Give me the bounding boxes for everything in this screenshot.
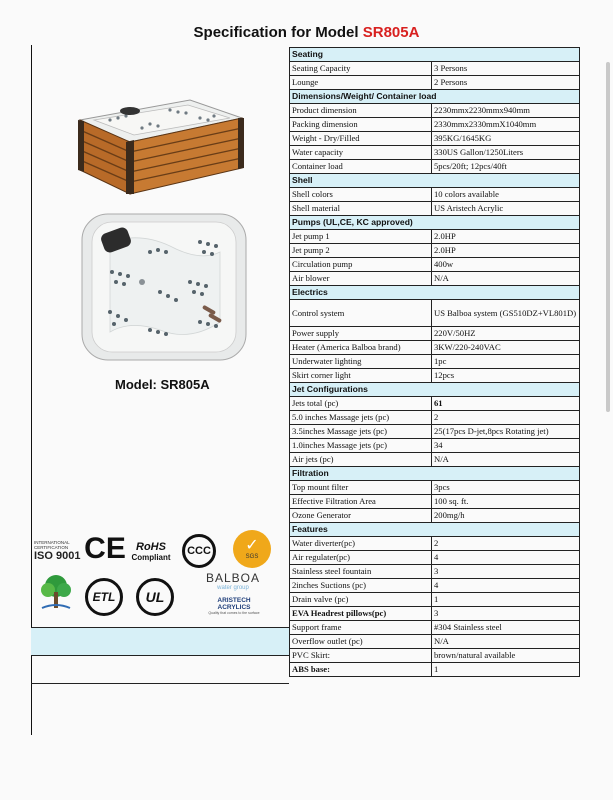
spec-value: 1 xyxy=(432,663,580,677)
section-header xyxy=(290,383,580,397)
spec-label: Seating Capacity xyxy=(290,62,432,76)
spec-value: US Balboa system (GS510DZ+VL801D) xyxy=(432,300,580,327)
section-header xyxy=(290,48,580,62)
ce-mark-logo xyxy=(85,532,125,566)
left-column-band xyxy=(31,627,289,656)
spec-value: 200mg/h xyxy=(432,509,580,523)
section-title: Dimensions/Weight/ Container load xyxy=(290,90,580,104)
specification-table xyxy=(289,47,580,677)
spec-value: 3pcs xyxy=(432,481,580,495)
spec-label: Jet pump 1 xyxy=(290,230,432,244)
spec-label: Heater (America Balboa brand) xyxy=(290,341,432,355)
spec-label: 2inches Suctions (pc) xyxy=(290,579,432,593)
spec-value: 2.0HP xyxy=(432,244,580,258)
section-header xyxy=(290,523,580,537)
balboa-sub-text: water group xyxy=(217,585,249,591)
spec-label: Overflow outlet (pc) xyxy=(290,635,432,649)
spec-row xyxy=(290,621,580,635)
spec-label: Support frame xyxy=(290,621,432,635)
spec-row xyxy=(290,327,580,341)
ccc-logo xyxy=(182,534,216,568)
spec-label: Shell material xyxy=(290,202,432,216)
spec-label: EVA Headrest pillows(pc) xyxy=(290,607,432,621)
spec-value: #304 Stainless steel xyxy=(432,621,580,635)
section-title: Pumps (UL,CE, KC approved) xyxy=(290,216,580,230)
ccc-text: CCC xyxy=(187,545,211,557)
spec-row xyxy=(290,579,580,593)
section-title: Jet Configurations xyxy=(290,383,580,397)
spec-row xyxy=(290,481,580,495)
spec-value: 1 xyxy=(432,593,580,607)
spec-label: Weight - Dry/Filled xyxy=(290,132,432,146)
spec-row xyxy=(290,258,580,272)
spec-row xyxy=(290,649,580,663)
spec-label: Drain valve (pc) xyxy=(290,593,432,607)
spec-row xyxy=(290,607,580,621)
section-title: Filtration xyxy=(290,467,580,481)
iso-small-text: INTERNATIONAL CERTIFICATION xyxy=(34,540,70,550)
spec-label: Air jets (pc) xyxy=(290,453,432,467)
spec-value: 2 Persons xyxy=(432,76,580,90)
sgs-logo xyxy=(233,530,271,568)
spec-value: 2330mmx2330mmX1040mm xyxy=(432,118,580,132)
spec-row xyxy=(290,300,580,327)
section-header xyxy=(290,467,580,481)
spec-row xyxy=(290,244,580,258)
spec-label: Product dimension xyxy=(290,104,432,118)
section-header xyxy=(290,90,580,104)
spec-label: Water capacity xyxy=(290,146,432,160)
title-prefix: Specification for Model xyxy=(193,24,363,41)
aristech-acrylics-logo xyxy=(192,594,276,618)
spec-label: Water diverter(pc) xyxy=(290,537,432,551)
spec-row xyxy=(290,132,580,146)
section-title: Seating xyxy=(290,48,580,62)
spec-value: 2 xyxy=(432,537,580,551)
aristech-sub-text: Quality that comes to the surface xyxy=(208,611,260,615)
spec-value: 2.0HP xyxy=(432,230,580,244)
spec-row xyxy=(290,495,580,509)
spec-row xyxy=(290,104,580,118)
spec-value: 3 Persons xyxy=(432,62,580,76)
spec-row xyxy=(290,369,580,383)
section-title: Features xyxy=(290,523,580,537)
spec-row xyxy=(290,593,580,607)
spec-row xyxy=(290,230,580,244)
sgs-check-icon: ✓ xyxy=(245,537,259,554)
spec-row xyxy=(290,62,580,76)
spec-row xyxy=(290,146,580,160)
spa-top-view-image xyxy=(80,212,248,362)
balboa-main-text: BALBOA xyxy=(205,571,261,585)
spec-value: N/A xyxy=(432,272,580,286)
spec-row xyxy=(290,160,580,174)
section-title: Electrics xyxy=(290,286,580,300)
spec-value: 2230mmx2230mmx940mm xyxy=(432,104,580,118)
spec-value: 400w xyxy=(432,258,580,272)
spec-label: 5.0 inches Massage jets (pc) xyxy=(290,411,432,425)
spec-value: 395KG/1645KG xyxy=(432,132,580,146)
spec-row xyxy=(290,118,580,132)
spec-label: Lounge xyxy=(290,76,432,90)
spec-label: Stainless steel fountain xyxy=(290,565,432,579)
spec-value: 25(17pcs D-jet,8pcs Rotating jet) xyxy=(432,425,580,439)
left-column-rule xyxy=(31,683,289,684)
section-header xyxy=(290,216,580,230)
spec-value: N/A xyxy=(432,635,580,649)
spec-value: 3KW/220-240VAC xyxy=(432,341,580,355)
page-title xyxy=(0,24,613,41)
spec-value: 3 xyxy=(432,565,580,579)
rohs-main-text: RoHS xyxy=(136,540,166,553)
spec-label: Container load xyxy=(290,160,432,174)
spec-value: 5pcs/20ft; 12pcs/40ft xyxy=(432,160,580,174)
spec-value: 100 sq. ft. xyxy=(432,495,580,509)
spec-row xyxy=(290,663,580,677)
section-title: Shell xyxy=(290,174,580,188)
spec-value: 220V/50HZ xyxy=(432,327,580,341)
rohs-sub-text: Compliant xyxy=(131,552,171,562)
spec-row xyxy=(290,188,580,202)
spec-row xyxy=(290,397,580,411)
spec-row xyxy=(290,635,580,649)
spec-row xyxy=(290,537,580,551)
spec-row xyxy=(290,355,580,369)
tree-icon xyxy=(38,572,74,612)
spec-value: N/A xyxy=(432,453,580,467)
spec-value: brown/natural available xyxy=(432,649,580,663)
spec-label: 3.5inches Massage jets (pc) xyxy=(290,425,432,439)
spec-value: 12pcs xyxy=(432,369,580,383)
section-header xyxy=(290,174,580,188)
spec-value: 10 colors available xyxy=(432,188,580,202)
balboa-logo xyxy=(197,570,269,592)
spec-row xyxy=(290,565,580,579)
spec-label: Shell colors xyxy=(290,188,432,202)
spec-row xyxy=(290,439,580,453)
iso-9001-logo xyxy=(34,536,82,566)
spec-label: 1.0inches Massage jets (pc) xyxy=(290,439,432,453)
spec-label: Underwater lighting xyxy=(290,355,432,369)
ul-text: UL xyxy=(145,589,165,605)
spec-label: Top mount filter xyxy=(290,481,432,495)
spec-row xyxy=(290,551,580,565)
section-header xyxy=(290,286,580,300)
spec-label: ABS base: xyxy=(290,663,432,677)
scrollbar[interactable] xyxy=(606,62,610,412)
spec-value: 4 xyxy=(432,551,580,565)
spec-row xyxy=(290,341,580,355)
title-model: SR805A xyxy=(362,24,420,41)
spec-value: 61 xyxy=(432,397,580,411)
spec-value: 34 xyxy=(432,439,580,453)
spec-label: Air regulater(pc) xyxy=(290,551,432,565)
spec-label: Skirt corner light xyxy=(290,369,432,383)
etl-logo xyxy=(85,578,123,616)
ul-logo xyxy=(136,578,174,616)
spec-row xyxy=(290,202,580,216)
spec-row xyxy=(290,453,580,467)
sgs-text: SGS xyxy=(245,554,259,560)
spec-value: 330US Gallon/1250Liters xyxy=(432,146,580,160)
spec-label: Packing dimension xyxy=(290,118,432,132)
rohs-logo xyxy=(126,536,176,566)
spec-label: Jet pump 2 xyxy=(290,244,432,258)
aristech-main-text: ARISTECH ACRYLICS xyxy=(217,597,251,611)
spec-label: Control system xyxy=(290,300,432,327)
spec-value: 3 xyxy=(432,607,580,621)
spec-label: Effective Filtration Area xyxy=(290,495,432,509)
spec-value: 4 xyxy=(432,579,580,593)
spec-label: Air blower xyxy=(290,272,432,286)
etl-text: ETL xyxy=(92,590,116,604)
ce-text: CE xyxy=(84,532,126,565)
spec-row xyxy=(290,509,580,523)
spec-label: Jets total (pc) xyxy=(290,397,432,411)
spec-row xyxy=(290,76,580,90)
spec-label: Power supply xyxy=(290,327,432,341)
spec-label: PVC Skirt: xyxy=(290,649,432,663)
spa-side-view-image xyxy=(70,80,250,200)
iso-main-text: ISO 9001 xyxy=(34,550,81,562)
spec-value: 1pc xyxy=(432,355,580,369)
spec-row xyxy=(290,425,580,439)
spec-row xyxy=(290,411,580,425)
spec-value: US Aristech Acrylic xyxy=(432,202,580,216)
spec-label: Ozone Generator xyxy=(290,509,432,523)
spec-value: 2 xyxy=(432,411,580,425)
spec-row xyxy=(290,272,580,286)
spec-label: Circulation pump xyxy=(290,258,432,272)
model-caption: Model: SR805A xyxy=(115,377,210,392)
